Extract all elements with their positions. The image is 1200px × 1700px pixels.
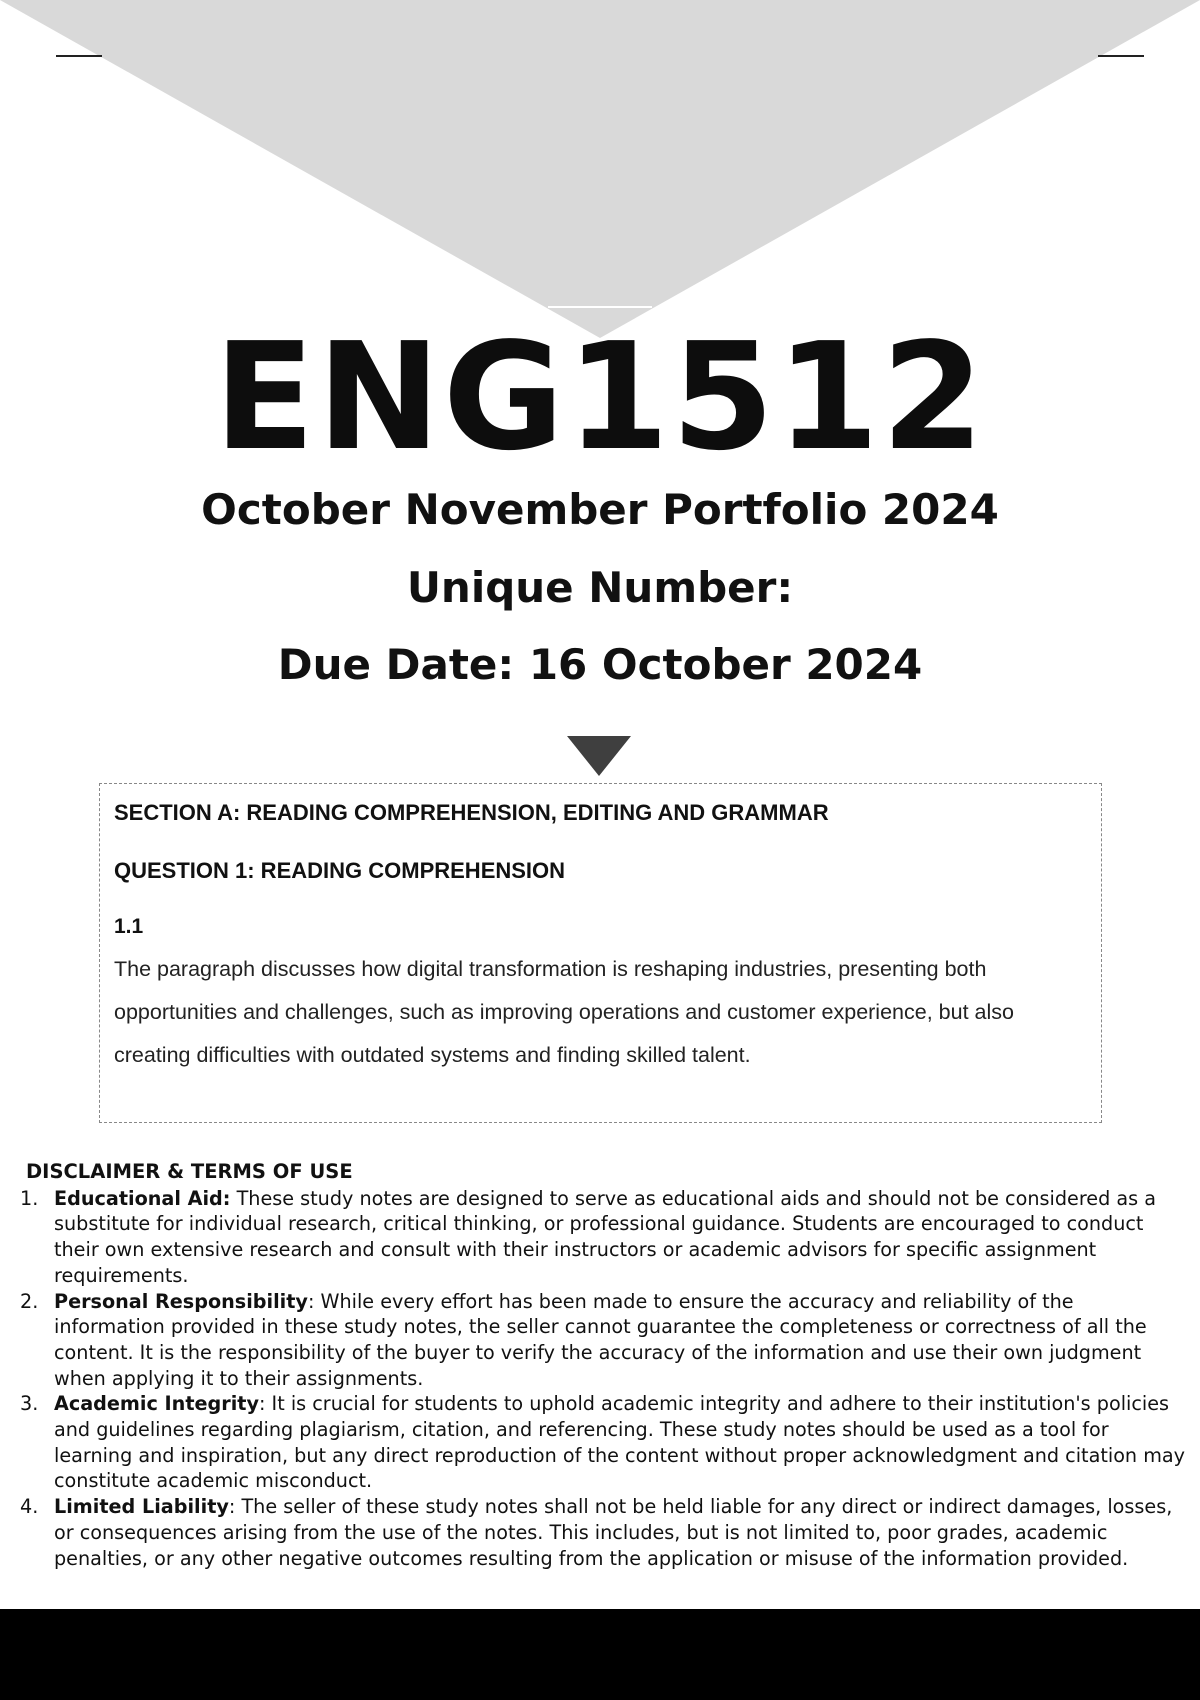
- header-banner-graphic: [0, 0, 1200, 340]
- disclaimer-title: DISCLAIMER & TERMS OF USE: [26, 1160, 353, 1183]
- disclaimer-item-text: : It is crucial for students to uphold academic integrity and adhere to their institution's policies and guidelines regarding plagiarism, citation, and referencing. These study notes should be used as a tool for learning and inspiration, but any direct reproduction of the content without proper acknowledgment and citation may constitute academic misconduct.: [54, 1392, 1185, 1493]
- disclaimer-item-term: Educational Aid:: [54, 1186, 231, 1210]
- disclaimer-item-text: : The seller of these study notes shall not be held liable for any direct or indirect damages, losses, or consequences arising from the use of the notes. This includes, but is not limited to, poor grades, academic penalties, or any other negative outcomes resulting from the application or misuse of the information provided.: [54, 1495, 1173, 1570]
- footer-bar: [0, 1609, 1200, 1700]
- banner-chevron: [0, 0, 1200, 338]
- disclaimer-item-term: Limited Liability: [54, 1495, 229, 1519]
- unique-number-label: Unique Number:: [406, 563, 794, 612]
- disclaimer-item-number: 4.: [20, 1495, 39, 1519]
- disclaimer-item-number: 3.: [20, 1392, 39, 1416]
- disclaimer-item: [20, 1494, 1190, 1571]
- course-code-title: ENG1512: [213, 311, 987, 483]
- portfolio-title: October November Portfolio 2024: [201, 485, 999, 534]
- answer-preview-box: [99, 783, 1102, 1123]
- disclaimer-item: [20, 1289, 1190, 1392]
- section-heading: SECTION A: READING COMPREHENSION, EDITING AND GRAMMAR: [114, 800, 829, 825]
- disclaimer-item: [20, 1186, 1190, 1289]
- disclaimer-item-number: 1.: [20, 1186, 39, 1210]
- due-date: Due Date: 16 October 2024: [277, 640, 923, 689]
- item-number: 1.1: [114, 915, 144, 938]
- question-heading: QUESTION 1: READING COMPREHENSION: [114, 858, 566, 883]
- disclaimer-section: [20, 1159, 1190, 1571]
- disclaimer-item-term: Academic Integrity: [54, 1392, 259, 1416]
- disclaimer-item-number: 2.: [20, 1289, 39, 1313]
- disclaimer-item: [20, 1391, 1190, 1494]
- disclaimer-item-text: These study notes are designed to serve as educational aids and should not be considered as a substitute for individual research, critical thinking, or professional guidance. Students are encouraged to conduct their own extensive research and consult with their instructors or academic advisors for specific assignment requirements.: [54, 1186, 1156, 1287]
- answer-paragraph: The paragraph discusses how digital transformation is reshaping industries, presenting both opportunities and challenges, such as improving operations and customer experience, but also creating difficulties with outdated systems and finding skilled talent.: [114, 957, 1014, 1067]
- disclaimer-item-term: Personal Responsibility: [54, 1289, 308, 1313]
- disclaimer-list: [20, 1186, 1190, 1572]
- header-rule-right: [1098, 55, 1144, 57]
- header-rule-left: [56, 55, 102, 57]
- down-triangle-icon: [567, 736, 631, 776]
- disclaimer-item-text: : While every effort has been made to ensure the accuracy and reliability of the information provided in these study notes, the seller cannot guarantee the completeness or correctness of all the content. It is the responsibility of the buyer to verify the accuracy of the information and use their own judgment when applying it to their assignments.: [54, 1289, 1147, 1390]
